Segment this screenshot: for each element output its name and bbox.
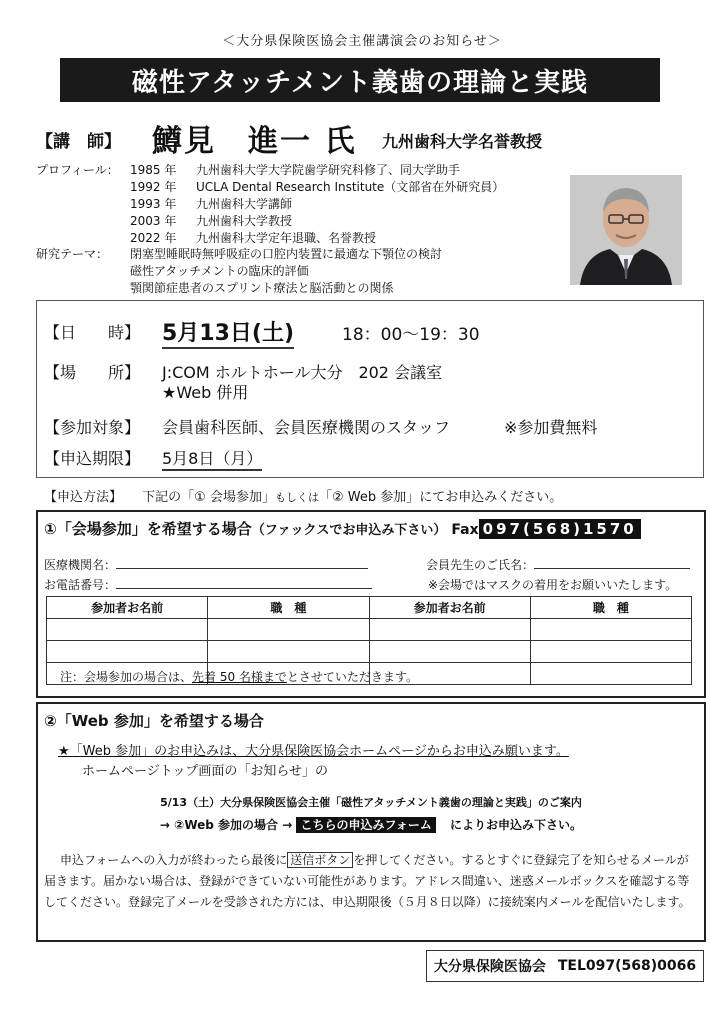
profile-item	[130, 230, 504, 247]
participant-name-cell[interactable]	[47, 641, 208, 663]
place-label: 【場 所】	[44, 363, 141, 382]
place-value: J:COM ホルトホール大分 202 会議室	[162, 363, 443, 382]
time-value: 18：00～19：30	[342, 325, 480, 345]
phone-field[interactable]	[116, 588, 372, 589]
profile-year: 2003 年	[130, 214, 177, 228]
method-label: 【申込方法】	[44, 490, 123, 505]
phone-row	[44, 576, 372, 593]
participant-name-cell[interactable]	[47, 619, 208, 641]
method-text-c: 「② Web 参加」にてお申込みください。	[318, 490, 563, 505]
col-header-name: 参加者お名前	[47, 597, 208, 619]
research-item: 閉塞型睡眠時無呼吸症の口腔内装置に最適な下顎位の検討	[130, 247, 443, 261]
organizer-tel: TEL097(568)0066	[557, 958, 697, 974]
table-row	[47, 619, 692, 641]
lecturer-name: 鱒見 進一 氏	[152, 124, 357, 159]
target-label: 【参加対象】	[44, 418, 141, 437]
profile-item	[130, 162, 504, 179]
web-home-line: ホームページトップ画面の「お知らせ」の	[82, 764, 328, 779]
target-value: 会員歯科医師、会員医療機関のスタッフ	[162, 418, 451, 437]
web-event-line: 5/13（土）大分県保険医協会主催「磁性アタッチメント義歯の理論と実践」のご案内	[160, 796, 582, 809]
event-notice-heading: ＜大分県保険医協会主催講演会のお知らせ＞	[222, 34, 502, 49]
instructions-text-b: を押してください。するとすぐに登録完了を知らせるメールが届きます。届かない場合は、登録ができていない可能性があります。アドレス間違い、迷惑メールボックスを確認する等してください。登録完了メールを受診された方には、申込期限後（５月８日以降）に接続案内メールを配信いたします。	[44, 853, 691, 909]
participant-job-cell[interactable]	[530, 663, 691, 685]
profile-text: 九州歯科大学大学院歯学研究科修了、同大学助手	[196, 163, 461, 177]
profile-text: UCLA Dental Research Institute（文部省在外研究員）	[196, 180, 505, 194]
participant-job-cell[interactable]	[530, 641, 691, 663]
profile-year: 1992 年	[130, 180, 177, 194]
profile-item	[130, 179, 504, 196]
web-form-line	[38, 816, 704, 833]
fee-note: ※参加費無料	[504, 418, 598, 437]
doctor-name-field[interactable]	[534, 568, 690, 569]
organizer-name: 大分県保険医協会	[433, 959, 546, 975]
venue-section-subtitle: （ファックスでお申込み下さい）	[251, 523, 447, 538]
participant-job-cell[interactable]	[530, 619, 691, 641]
deadline-row	[0, 446, 724, 470]
profile-list	[130, 162, 504, 247]
application-method	[44, 486, 562, 505]
institution-row	[44, 556, 368, 573]
venue-note-a: 注：会場参加の場合は、	[60, 670, 193, 684]
research-label: 研究テーマ：	[36, 247, 109, 261]
place-web: ★Web 併用	[162, 383, 249, 402]
place-row	[0, 360, 724, 404]
web-star-line: ★「Web 参加」のお申込みは、大分県保険医協会ホームページからお申込み願います。	[58, 744, 569, 759]
institution-field[interactable]	[116, 568, 368, 569]
research-item: 磁性アタッチメントの臨床的評価	[130, 264, 309, 278]
web-form-instruction: によりお申込み下さい。	[450, 818, 583, 832]
method-text-b: もしくは	[274, 491, 319, 504]
research-item: 顎関節症患者のスプリント療法と脳活動との関係	[130, 281, 394, 295]
date-value: 5月13日(土)	[162, 316, 294, 349]
venue-note-limit: 先着 50 名様まで	[192, 670, 287, 684]
instructions-text-a: 申込フォームへの入力が終わったら最後に	[60, 853, 288, 867]
send-button-label: 送信ボタン	[287, 852, 353, 868]
profile-text: 九州歯科大学定年退職、名誉教授	[196, 231, 377, 245]
venue-note	[60, 668, 418, 685]
profile-year: 1985 年	[130, 163, 177, 177]
mask-note: ※会場ではマスクの着用をお願いいたします。	[428, 578, 678, 592]
application-form-link[interactable]: こちらの申込みフォーム	[296, 817, 435, 833]
profile-item	[130, 196, 504, 213]
table-header-row	[47, 597, 692, 619]
fax-label: Fax	[451, 522, 479, 538]
lecturer-affiliation: 九州歯科大学名誉教授	[382, 132, 543, 151]
phone-label: お電話番号：	[44, 578, 117, 592]
profile-item	[130, 213, 504, 230]
date-label: 【日 時】	[44, 323, 141, 342]
venue-application-section	[36, 510, 706, 698]
web-application-section	[36, 702, 706, 942]
table-row	[47, 641, 692, 663]
doctor-row	[426, 556, 690, 573]
profile-year: 2022 年	[130, 231, 177, 245]
venue-section-title: ①「会場参加」を希望する場合	[44, 520, 252, 538]
research-list	[130, 246, 442, 297]
institution-label: 医療機関名：	[44, 558, 117, 572]
participant-name-cell[interactable]	[369, 641, 530, 663]
deadline-value: 5月8日（月）	[162, 446, 262, 471]
web-arrow-text: → ②Web 参加の場合 →	[159, 818, 293, 832]
participant-job-cell[interactable]	[208, 619, 369, 641]
method-text-a: 下記の「① 会場参加」	[142, 490, 275, 505]
lecturer-photo	[570, 175, 682, 285]
profile-year: 1993 年	[130, 197, 177, 211]
col-header-name: 参加者お名前	[369, 597, 530, 619]
target-row	[0, 415, 724, 437]
participant-name-cell[interactable]	[369, 619, 530, 641]
lecturer-label: 【講 師】	[36, 132, 121, 152]
doctor-label: 会員先生のご氏名：	[426, 558, 535, 572]
profile-label: プロフィール：	[36, 163, 119, 177]
col-header-job: 職 種	[208, 597, 369, 619]
web-instructions	[44, 850, 696, 913]
fax-number: 097(568)1570	[479, 519, 641, 539]
date-row	[0, 316, 724, 346]
page-title: 磁性アタッチメント義歯の理論と実践	[60, 58, 660, 102]
web-section-title: ②「Web 参加」を希望する場合	[44, 712, 264, 730]
profile-text: 九州歯科大学教授	[196, 214, 293, 228]
venue-section-header	[44, 518, 641, 539]
col-header-job: 職 種	[530, 597, 691, 619]
participant-job-cell[interactable]	[208, 641, 369, 663]
organizer-footer	[426, 950, 704, 982]
profile-text: 九州歯科大学講師	[196, 197, 293, 211]
venue-note-c: とさせていただきます。	[286, 670, 418, 684]
deadline-label: 【申込期限】	[44, 449, 141, 468]
